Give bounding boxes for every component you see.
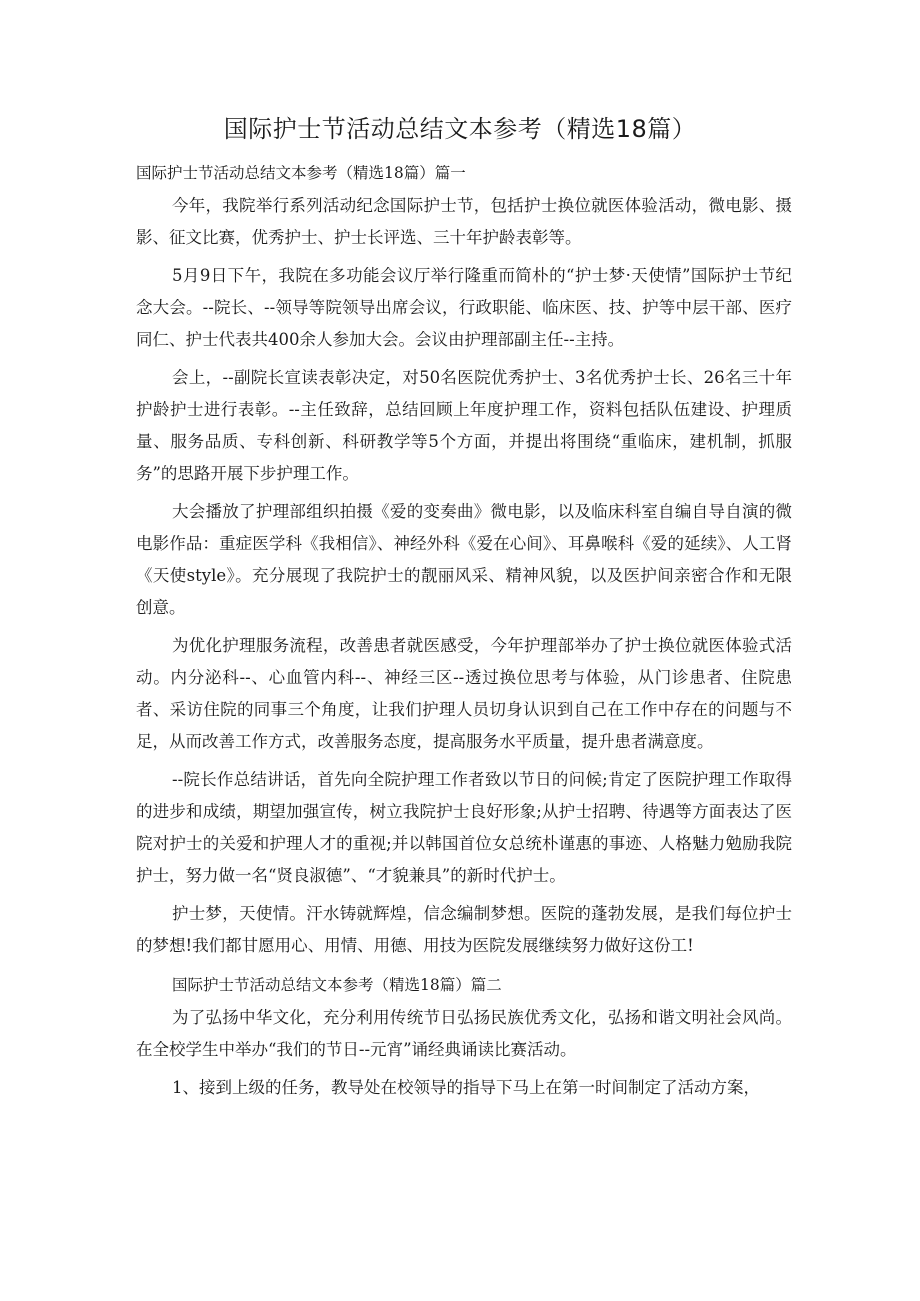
document-title: 国际护士节活动总结文本参考（精选18篇） <box>223 115 697 143</box>
paragraph: 为了弘扬中华文化，充分利用传统节日弘扬民族优秀文化，弘扬和谐文明社会风尚。在全校学生中举办“我们的节日--元宵”诵经典诵读比赛活动。 <box>136 1008 792 1059</box>
section-heading-1: 国际护士节活动总结文本参考（精选18篇）篇一 <box>136 164 466 182</box>
paragraph: --院长作总结讲话，首先向全院护理工作者致以节日的问候;肯定了医院护理工作取得的进步和成绩，期望加强宣传，树立我院护士良好形象;从护士招聘、待遇等方面表达了医院对护士的关爱和护理人才的重视;并以韩国首位女总统朴谨惠的事迹、人格魅力勉励我院护士，努力做一名“贤良淑德”、“才貌兼具”的新时代护士。 <box>136 770 792 885</box>
paragraph: 会上，--副院长宣读表彰决定，对50名医院优秀护士、3名优秀护士长、26名三十年护龄护士进行表彰。--主任致辞，总结回顾上年度护理工作，资料包括队伍建设、护理质量、服务品质、专科创新、科研教学等5个方面，并提出将围绕“重临床，建机制，抓服务”的思路开展下步护理工作。 <box>136 368 792 483</box>
document-body <box>136 156 792 1110</box>
paragraph: 大会播放了护理部组织拍摄《爱的变奏曲》微电影，以及临床科室自编自导自演的微电影作品：重症医学科《我相信》、神经外科《爱在心间》、耳鼻喉科《爱的延续》、人工肾《天使style》。充分展现了我院护士的靓丽风采、精神风貌，以及医护间亲密合作和无限创意。 <box>136 502 792 617</box>
paragraph: 今年，我院举行系列活动纪念国际护士节，包括护士换位就医体验活动，微电影、摄影、征文比赛，优秀护士、护士长评选、三十年护龄表彰等。 <box>136 196 792 247</box>
paragraph: 1、接到上级的任务，教导处在校领导的指导下马上在第一时间制定了活动方案， <box>172 1078 760 1097</box>
paragraph: 5月9日下午，我院在多功能会议厅举行隆重而简朴的“护士梦·天使情”国际护士节纪念大会。--院长、--领导等院领导出席会议，行政职能、临床医、技、护等中层干部、医疗同仁、护士代表共400余人参加大会。会议由护理部副主任--主持。 <box>136 266 792 349</box>
paragraph: 护士梦，天使情。汗水铸就辉煌，信念编制梦想。医院的蓬勃发展，是我们每位护士的梦想!我们都甘愿用心、用情、用德、用技为医院发展继续努力做好这份工! <box>136 904 792 955</box>
paragraph: 为优化护理服务流程，改善患者就医感受，今年护理部举办了护士换位就医体验式活动。内分泌科--、心血管内科--、神经三区--透过换位思考与体验，从门诊患者、住院患者、采访住院的同事三个角度，让我们护理人员切身认识到自己在工作中存在的问题与不足，从而改善工作方式，改善服务态度，提高服务水平质量，提升患者满意度。 <box>136 636 792 751</box>
section-heading-2: 国际护士节活动总结文本参考（精选18篇）篇二 <box>172 976 502 994</box>
